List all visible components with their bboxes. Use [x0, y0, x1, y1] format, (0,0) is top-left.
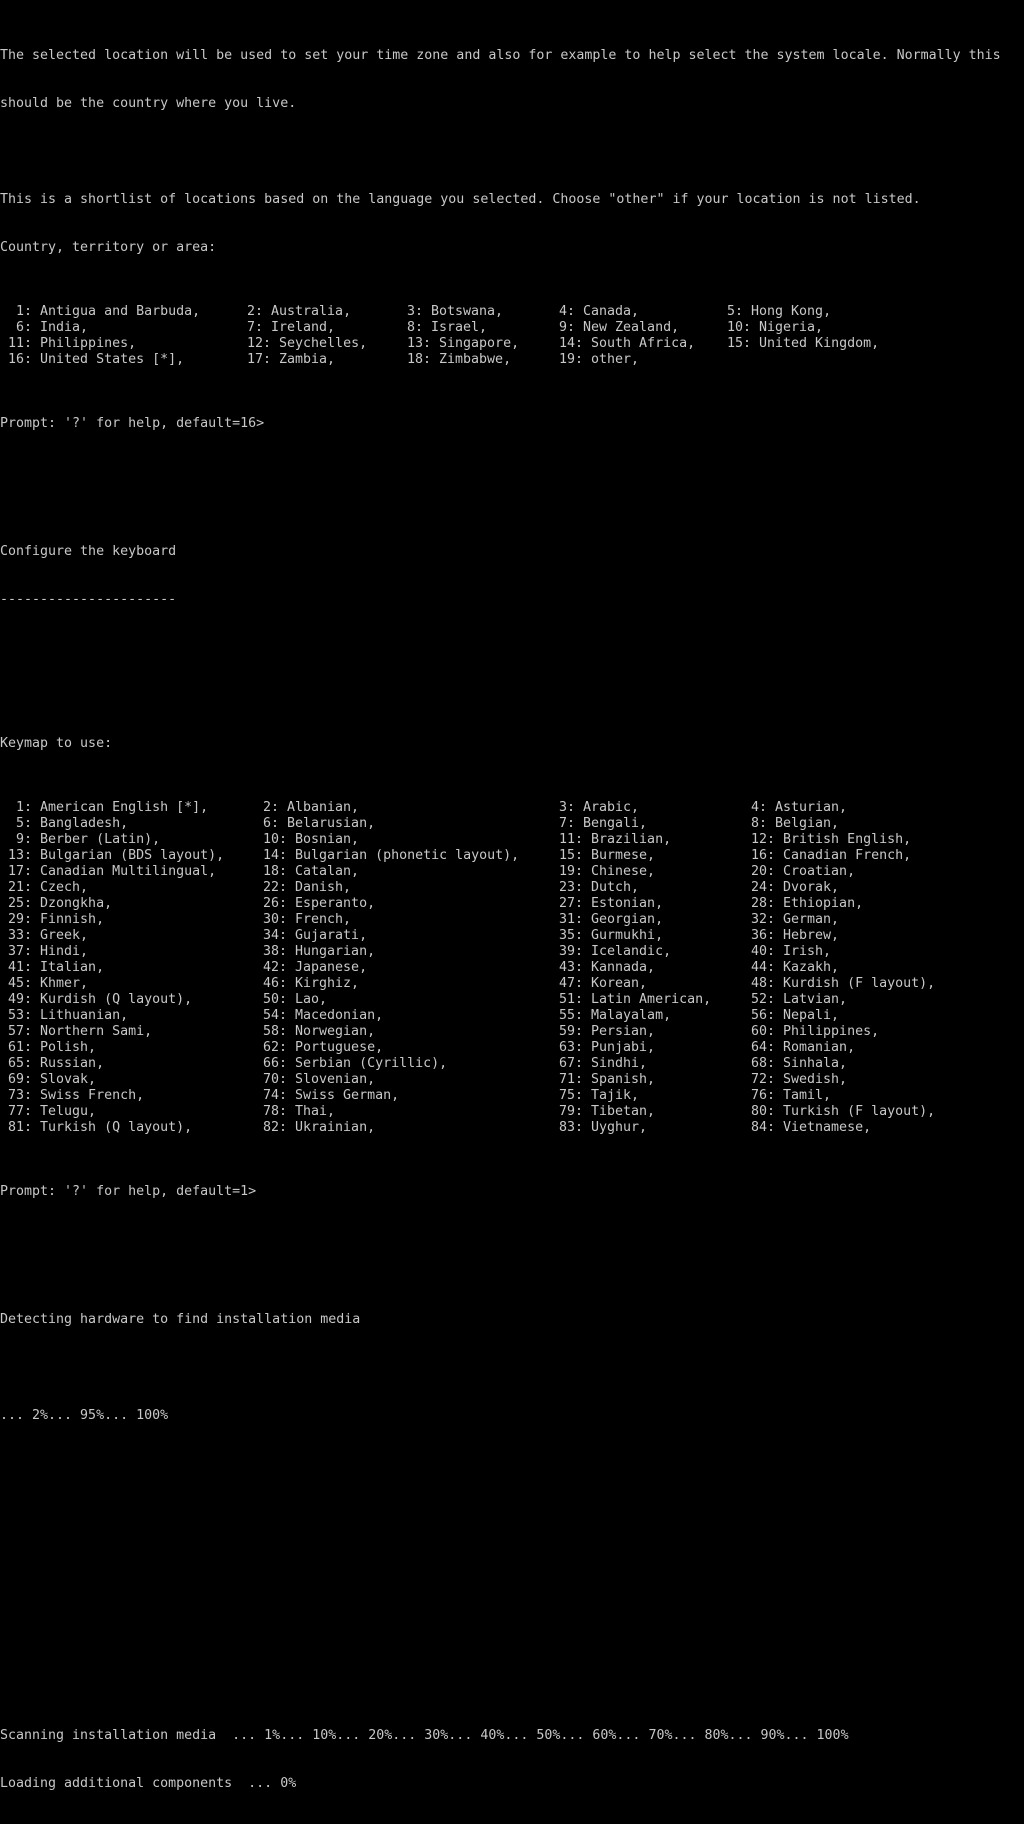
- country-option: 14: South Africa,: [559, 336, 696, 351]
- keymap-option: 34: Gujarati,: [263, 928, 368, 943]
- country-label-line: [0, 240, 1024, 256]
- keymap-option: 65: Russian,: [0, 1056, 105, 1071]
- keymap-option: 24: Dvorak,: [751, 880, 840, 895]
- keymap-option: 58: Norwegian,: [263, 1024, 376, 1039]
- keymap-option: 66: Serbian (Cyrillic),: [263, 1056, 448, 1071]
- keymap-row: [0, 1040, 1024, 1056]
- keymap-option: 4: Asturian,: [751, 800, 848, 815]
- country-option: 13: Singapore,: [407, 336, 520, 351]
- keymap-option: 62: Portuguese,: [263, 1040, 384, 1055]
- keymap-label-line: [0, 736, 1024, 752]
- keymap-option: 83: Uyghur,: [559, 1120, 648, 1135]
- keymap-option: 15: Burmese,: [559, 848, 656, 863]
- intro-line: [0, 96, 1024, 112]
- keyboard-title: Configure the keyboard: [0, 544, 177, 559]
- keymap-option: 28: Ethiopian,: [751, 896, 864, 911]
- keymap-option: 55: Malayalam,: [559, 1008, 672, 1023]
- keymap-row: [0, 1088, 1024, 1104]
- scan-progress: Scanning installation media ... 1%... 10%... 20%... 30%... 40%... 50%... 60%... 70%... 80%... 90%... 100%: [0, 1728, 849, 1743]
- country-option: 9: New Zealand,: [559, 320, 680, 335]
- keymap-row: [0, 880, 1024, 896]
- keymap-option: 2: Albanian,: [263, 800, 360, 815]
- keymap-row: [0, 864, 1024, 880]
- keymap-option: 67: Sindhi,: [559, 1056, 648, 1071]
- blank-line: [0, 640, 1024, 656]
- loading-progress: Loading additional components ... 0%: [0, 1776, 297, 1791]
- intro-text-1: The selected location will be used to set your time zone and also for example to help select the system locale. Normally this: [0, 48, 1001, 63]
- blank-line: [0, 144, 1024, 160]
- country-label: Country, territory or area:: [0, 240, 217, 255]
- keymap-option: 23: Dutch,: [559, 880, 640, 895]
- blank-line: [0, 1248, 1024, 1264]
- country-option: 6: India,: [0, 320, 89, 335]
- country-option: 12: Seychelles,: [247, 336, 368, 351]
- intro-line: [0, 48, 1024, 64]
- keymap-option: 5: Bangladesh,: [0, 816, 129, 831]
- country-row: [0, 336, 1024, 352]
- detect-progress-line: [0, 1408, 1024, 1424]
- intro-line: [0, 192, 1024, 208]
- keymap-row: [0, 1008, 1024, 1024]
- keymap-option: 82: Ukrainian,: [263, 1120, 376, 1135]
- keymap-option: 26: Esperanto,: [263, 896, 376, 911]
- keymap-option: 35: Gurmukhi,: [559, 928, 664, 943]
- keymap-option: 20: Croatian,: [751, 864, 856, 879]
- keymap-row: [0, 928, 1024, 944]
- keymap-row: [0, 944, 1024, 960]
- keymap-option: 1: American English [*],: [0, 800, 209, 815]
- keymap-option: 76: Tamil,: [751, 1088, 832, 1103]
- keymap-option: 9: Berber (Latin),: [0, 832, 161, 847]
- keymap-option: 14: Bulgarian (phonetic layout),: [263, 848, 520, 863]
- detect-title: Detecting hardware to find installation media: [0, 1312, 361, 1327]
- blank-line: [0, 1568, 1024, 1584]
- keymap-option: 6: Belarusian,: [263, 816, 376, 831]
- keymap-option: 52: Latvian,: [751, 992, 848, 1007]
- keymap-option: 70: Slovenian,: [263, 1072, 376, 1087]
- country-option: 11: Philippines,: [0, 336, 137, 351]
- keymap-option: 50: Lao,: [263, 992, 328, 1007]
- keymap-option: 22: Danish,: [263, 880, 352, 895]
- keymap-option: 8: Belgian,: [751, 816, 840, 831]
- keymap-option: 79: Tibetan,: [559, 1104, 656, 1119]
- keymap-option: 30: French,: [263, 912, 352, 927]
- country-list: [0, 304, 1024, 368]
- keyboard-underline: ----------------------: [0, 592, 177, 607]
- keymap-option: 38: Hungarian,: [263, 944, 376, 959]
- keymap-option: 84: Vietnamese,: [751, 1120, 872, 1135]
- keymap-option: 49: Kurdish (Q layout),: [0, 992, 193, 1007]
- keymap-option: 17: Canadian Multilingual,: [0, 864, 217, 879]
- keymap-option: 27: Estonian,: [559, 896, 664, 911]
- detect-progress: ... 2%... 95%... 100%: [0, 1408, 169, 1423]
- keymap-row: [0, 1072, 1024, 1088]
- blank-line: [0, 688, 1024, 704]
- keymap-option: 42: Japanese,: [263, 960, 368, 975]
- country-option: 19: other,: [559, 352, 640, 367]
- keymap-option: 47: Korean,: [559, 976, 648, 991]
- blank-line: [0, 480, 1024, 496]
- country-prompt: Prompt: '?' for help, default=16>: [0, 416, 265, 431]
- keymap-option: 13: Bulgarian (BDS layout),: [0, 848, 225, 863]
- detect-title-line: [0, 1312, 1024, 1328]
- country-option: 4: Canada,: [559, 304, 640, 319]
- keymap-row: [0, 960, 1024, 976]
- keymap-row: [0, 912, 1024, 928]
- keymap-option: 81: Turkish (Q layout),: [0, 1120, 193, 1135]
- blank-line: [0, 1520, 1024, 1536]
- country-option: 7: Ireland,: [247, 320, 336, 335]
- keymap-option: 44: Kazakh,: [751, 960, 840, 975]
- keymap-row: [0, 848, 1024, 864]
- keyboard-underline-line: [0, 592, 1024, 608]
- keymap-option: 57: Northern Sami,: [0, 1024, 153, 1039]
- keymap-option: 18: Catalan,: [263, 864, 360, 879]
- keymap-option: 33: Greek,: [0, 928, 89, 943]
- keymap-row: [0, 832, 1024, 848]
- country-option: 10: Nigeria,: [727, 320, 824, 335]
- keymap-prompt: Prompt: '?' for help, default=1>: [0, 1184, 257, 1199]
- country-row: [0, 320, 1024, 336]
- keymap-option: 31: Georgian,: [559, 912, 664, 927]
- keymap-option: 10: Bosnian,: [263, 832, 360, 847]
- keymap-option: 71: Spanish,: [559, 1072, 656, 1087]
- keymap-option: 40: Irish,: [751, 944, 832, 959]
- keymap-option: 80: Turkish (F layout),: [751, 1104, 936, 1119]
- keymap-option: 39: Icelandic,: [559, 944, 672, 959]
- keymap-option: 74: Swiss German,: [263, 1088, 400, 1103]
- keymap-option: 43: Kannada,: [559, 960, 656, 975]
- country-option: 18: Zimbabwe,: [407, 352, 512, 367]
- keymap-option: 3: Arabic,: [559, 800, 640, 815]
- keymap-option: 48: Kurdish (F layout),: [751, 976, 936, 991]
- keymap-row: [0, 1104, 1024, 1120]
- keymap-option: 78: Thai,: [263, 1104, 336, 1119]
- keymap-option: 29: Finnish,: [0, 912, 105, 927]
- keymap-row: [0, 1024, 1024, 1040]
- keymap-option: 68: Sinhala,: [751, 1056, 848, 1071]
- keymap-option: 63: Punjabi,: [559, 1040, 656, 1055]
- blank-line: [0, 1360, 1024, 1376]
- keymap-option: 59: Persian,: [559, 1024, 656, 1039]
- keymap-row: [0, 816, 1024, 832]
- keymap-option: 61: Polish,: [0, 1040, 97, 1055]
- keymap-option: 19: Chinese,: [559, 864, 656, 879]
- keymap-option: 25: Dzongkha,: [0, 896, 113, 911]
- keymap-option: 36: Hebrew,: [751, 928, 840, 943]
- keymap-option: 16: Canadian French,: [751, 848, 912, 863]
- keymap-label: Keymap to use:: [0, 736, 113, 751]
- scan-line: [0, 1728, 1024, 1744]
- keymap-row: [0, 1120, 1024, 1136]
- country-option: 3: Botswana,: [407, 304, 504, 319]
- blank-line: [0, 1664, 1024, 1680]
- keymap-option: 53: Lithuanian,: [0, 1008, 129, 1023]
- keymap-option: 60: Philippines,: [751, 1024, 880, 1039]
- keyboard-title-line: [0, 544, 1024, 560]
- keymap-option: 51: Latin American,: [559, 992, 712, 1007]
- country-row: [0, 352, 1024, 368]
- keymap-option: 7: Bengali,: [559, 816, 648, 831]
- keymap-row: [0, 1056, 1024, 1072]
- country-option: 8: Israel,: [407, 320, 488, 335]
- keymap-row: [0, 992, 1024, 1008]
- keymap-list: [0, 800, 1024, 1136]
- keymap-row: [0, 896, 1024, 912]
- keymap-option: 54: Macedonian,: [263, 1008, 384, 1023]
- country-option: 17: Zambia,: [247, 352, 336, 367]
- keymap-option: 37: Hindi,: [0, 944, 89, 959]
- country-option: 5: Hong Kong,: [727, 304, 832, 319]
- country-option: 15: United Kingdom,: [727, 336, 880, 351]
- blank-line: [0, 1616, 1024, 1632]
- keymap-option: 32: German,: [751, 912, 840, 927]
- keymap-option: 73: Swiss French,: [0, 1088, 145, 1103]
- intro-text-2: should be the country where you live.: [0, 96, 297, 111]
- loading-line: [0, 1776, 1024, 1792]
- keymap-option: 46: Kirghiz,: [263, 976, 360, 991]
- keymap-prompt-line: [0, 1184, 1024, 1200]
- country-option: 1: Antigua and Barbuda,: [0, 304, 201, 319]
- country-option: 2: Australia,: [247, 304, 352, 319]
- keymap-row: [0, 976, 1024, 992]
- country-option: 16: United States [*],: [0, 352, 185, 367]
- keymap-option: 21: Czech,: [0, 880, 89, 895]
- country-row: [0, 304, 1024, 320]
- blank-line: [0, 1472, 1024, 1488]
- keymap-option: 77: Telugu,: [0, 1104, 97, 1119]
- country-prompt-line: [0, 416, 1024, 432]
- keymap-option: 41: Italian,: [0, 960, 105, 975]
- keymap-option: 56: Nepali,: [751, 1008, 840, 1023]
- keymap-option: 11: Brazilian,: [559, 832, 672, 847]
- keymap-option: 12: British English,: [751, 832, 912, 847]
- keymap-option: 69: Slovak,: [0, 1072, 97, 1087]
- keymap-option: 75: Tajik,: [559, 1088, 640, 1103]
- keymap-row: [0, 800, 1024, 816]
- shortlist-text: This is a shortlist of locations based on the language you selected. Choose "other" if your location is not listed.: [0, 192, 921, 207]
- keymap-option: 45: Khmer,: [0, 976, 89, 991]
- keymap-option: 64: Romanian,: [751, 1040, 856, 1055]
- keymap-option: 72: Swedish,: [751, 1072, 848, 1087]
